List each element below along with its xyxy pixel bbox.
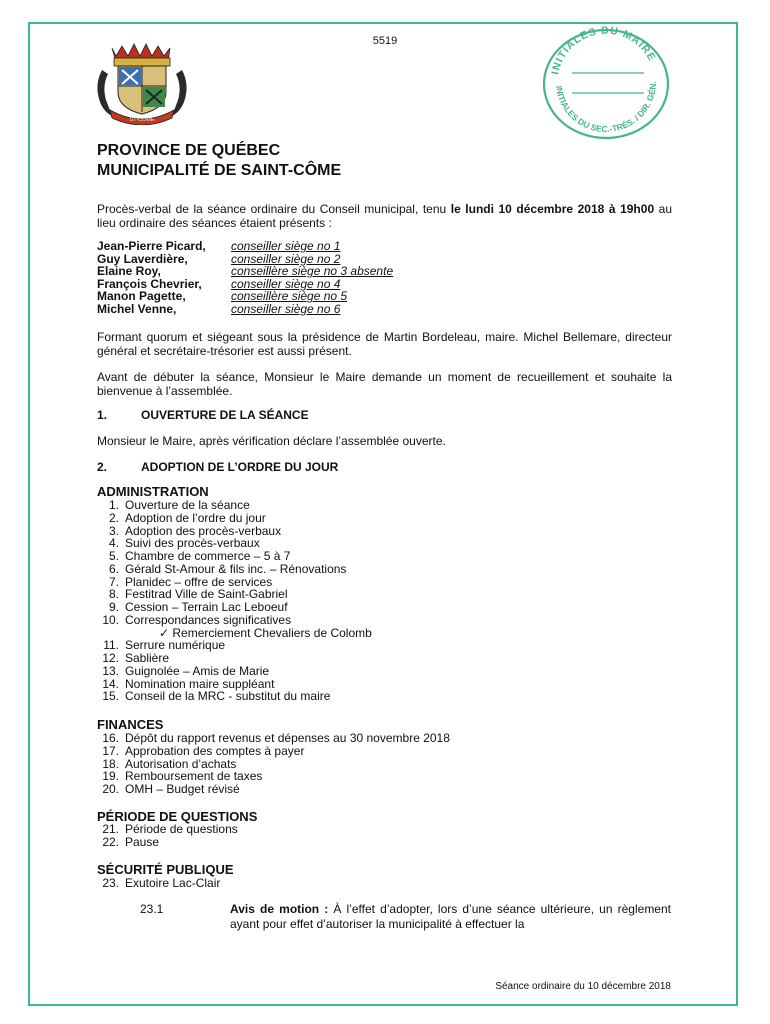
member-row [97, 240, 393, 253]
list-item: 4. Suivi des procès-verbaux [108, 536, 260, 551]
member-role: conseiller siège no 4 [231, 276, 341, 291]
meditation-paragraph: Avant de débuter la séance, Monsieur le Maire demande un moment de recueillement et souhaite la bienvenue à l’assemblée. [97, 370, 672, 398]
checkmark-sub-item: ✓ Remerciement Chevaliers de Colomb [159, 625, 372, 640]
list-item: 10. Correspondances significatives [102, 612, 292, 627]
list-item: 14. Nomination maire suppléant [102, 676, 275, 691]
page-title [97, 141, 341, 181]
list-item: 2. Adoption de l’ordre du jour [108, 510, 266, 525]
member-role: conseiller siège no 1 [231, 239, 341, 253]
initials-stamp [538, 25, 674, 143]
stamp-top-text: INITIALES DU MAIRE [549, 25, 658, 76]
notice-of-motion-text: À l’effet d’adopter, lors d’une séance ultérieure, un règlement ayant pour effet d’autoriser la municipalité à effectuer la [230, 902, 671, 931]
sub-item-number: 23.1 [140, 902, 164, 916]
member-name: Jean-Pierre Picard, [97, 239, 206, 253]
sub-item-text [230, 902, 671, 932]
intro-paragraph [97, 202, 672, 230]
opening-paragraph: Monsieur le Maire, après vérification déclare l’assemblée ouverte. [97, 434, 446, 448]
list-item: 19. Remboursement de taxes [102, 769, 263, 784]
list-item: 3. Adoption des procès-verbaux [108, 523, 282, 538]
list-item: 7. Planidec – offre de services [108, 574, 273, 589]
list-item: 21. Période de questions [102, 822, 238, 836]
section-title: ADOPTION DE L’ORDRE DU JOUR [141, 460, 339, 474]
member-role: conseiller siège no 6 [231, 301, 341, 316]
member-row [97, 265, 393, 278]
intro-text: Procès-verbal de la séance ordinaire du Conseil municipal, tenu [97, 202, 451, 216]
list-item: 17. Approbation des comptes à payer [102, 743, 305, 758]
section-number: 2. [97, 460, 108, 474]
list-item: 9. Cession – Terrain Lac Leboeuf [108, 600, 288, 614]
list-item: 13. Guignolée – Amis de Marie [102, 663, 270, 678]
list-item: 18. Autorisation d’achats [102, 756, 237, 771]
member-role: conseillère siège no 3 absente [231, 264, 394, 279]
section-number: 1. [97, 408, 108, 422]
list-item: 23. Exutoire Lac-Clair [102, 876, 221, 890]
crest-banner-text: ST-CÔME [129, 117, 155, 123]
member-role: conseillère siège no 5 [231, 289, 348, 304]
agenda-list-questions [97, 823, 238, 849]
title-province: PROVINCE DE QUÉBEC [97, 142, 281, 159]
stamp-bottom-text: INITIALES DU SEC.-TRÉS. / DIR. GÉN. [554, 81, 659, 135]
page-number: 5519 [372, 35, 398, 47]
list-item: 1. Ouverture de la séance [108, 498, 250, 512]
member-name: Guy Laverdière, [97, 251, 188, 266]
category-finances: FINANCES [97, 717, 164, 732]
member-role: conseiller siège no 2 [231, 251, 341, 266]
category-administration: ADMINISTRATION [97, 484, 209, 499]
section-heading-1 [97, 408, 309, 422]
list-item: 22. Pause [102, 834, 160, 849]
agenda-list-administration [97, 499, 372, 703]
agenda-list-securite [97, 877, 220, 890]
list-item: 8. Festitrad Ville de Saint-Gabriel [108, 587, 288, 602]
category-securite: SÉCURITÉ PUBLIQUE [97, 862, 234, 877]
member-name: Manon Pagette, [97, 289, 186, 304]
list-item: 11. Serrure numérique [103, 638, 226, 653]
member-row [97, 303, 393, 316]
member-name: François Chevrier, [97, 276, 202, 291]
notice-of-motion-label: Avis de motion : [230, 902, 329, 916]
category-questions: PÉRIODE DE QUESTIONS [97, 809, 258, 824]
title-municipality: MUNICIPALITÉ DE SAINT-CÔME [97, 162, 342, 179]
list-item: 6. Gérald St-Amour & fils inc. – Rénovations [108, 561, 347, 576]
agenda-list-finances [97, 732, 450, 796]
list-item: 12. Sablière [102, 651, 170, 665]
list-item: 15. Conseil de la MRC - substitut du maire [102, 689, 331, 704]
list-item: 20. OMH – Budget révisé [102, 782, 240, 796]
member-name: Elaine Roy, [97, 264, 161, 279]
svg-text:INITIALES DU MAIRE [549, 25, 658, 76]
section-title: OUVERTURE DE LA SÉANCE [141, 408, 309, 422]
list-item: 5. Chambre de commerce – 5 à 7 [108, 549, 291, 563]
quorum-paragraph: Formant quorum et siégeant sous la présidence de Martin Bordeleau, maire. Michel Bellemare, directeur général et secrétaire-trésorier est aussi présent. [97, 330, 672, 358]
members-list [97, 240, 393, 316]
member-name: Michel Venne, [97, 301, 177, 316]
intro-text-end: au lieu ordinaire des séances étaient présents : [97, 202, 673, 230]
meeting-date: le lundi 10 décembre 2018 à 19h00 [450, 202, 655, 216]
list-item: 16. Dépôt du rapport revenus et dépenses au 30 novembre 2018 [102, 731, 450, 745]
section-heading-2 [97, 460, 338, 474]
page-footer: Séance ordinaire du 10 décembre 2018 [495, 981, 671, 992]
svg-text:INITIALES DU SEC.-TRÉS. / DIR. [554, 81, 658, 134]
municipal-crest-logo [92, 40, 192, 125]
